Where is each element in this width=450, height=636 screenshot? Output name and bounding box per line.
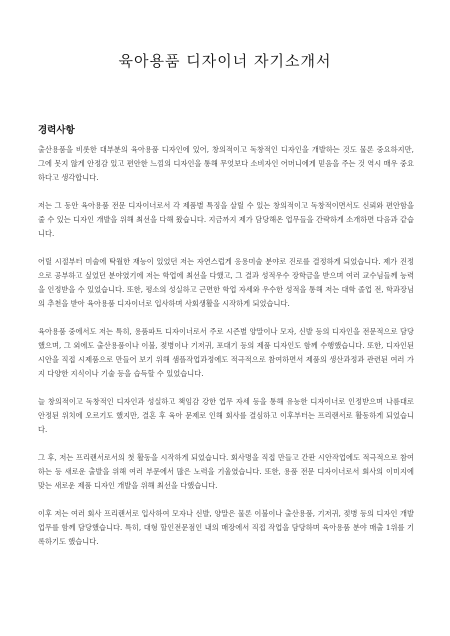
paragraph: 출산용품을 비롯한 대부분의 육아용품 디자인에 있어, 창의적이고 독창적인 디자인을 개발하는 것도 물론 중요하지만, 그에 못지 않게 안정감 있고 편안한 느낌의 디자인을 통해 무엇보다 소비자인 어머니에게 믿음을 주는 것 역시 매우 중요하다고 생각합니다. <box>38 145 414 182</box>
document-title: 육아용품 디자이너 자기소개서 <box>118 52 332 70</box>
paragraph: 이후 저는 여러 회사 프리랜서로 입사하여 모자나 신발, 양말은 물론 이불이나 출산용품, 기저귀, 젖병 등의 디자인 개발 업무를 함께 담당했습니다. 특히, 대형 할인전문점인 내의 매장에서 직접 작업을 담당하며 육아용품 분야 매출 1위를 기록하기도 했습니다. <box>38 509 414 546</box>
paragraph: 육아용품 중에서도 저는 특히, 용품파트 디자이너로서 주로 시즌별 양말이나 모자, 신발 등의 디자인을 전문적으로 담당했으며, 그 외에도 출산용품이나 이불, 젖병이나 기저귀, 포대기 등의 제품 디자인도 함께 수행했습니다. 또한, 디자인된 시안을 직접 시제품으로 만들어 보기 위해 샘플작업과정에도 적극적으로 참여하면서 제품의 생산과정과 관련된 여러 가지 다양한 지식이나 기술 등을 습득할 수 있었습니다. <box>38 327 414 378</box>
paragraph: 저는 그 동안 육아용품 전문 디자이너로서 각 제품별 특징을 살릴 수 있는 창의적이고 독창적이면서도 신뢰와 편안함을 줄 수 있는 디자인 개발을 위해 최선을 다해 왔습니다. 지금까지 제가 담당해온 업무들을 간략하게 소개하면 다음과 같습니다. <box>38 201 414 238</box>
paragraph: 늘 창의적이고 독창적인 디자인과 성실하고 책임감 강한 업무 자세 등을 통해 유능한 디자이너로 인정받으며 나름대로 안정된 위치에 오르기도 했지만, 결혼 후 육아 문제로 인해 회사를 결심하고 이후부터는 프리랜서로 활동하게 되었습니다. <box>38 397 414 434</box>
document-body <box>38 143 414 563</box>
paragraph: 그 후, 저는 프리랜서로서의 첫 활동을 시작하게 되었습니다. 회사명을 직접 만들고 간판 시안작업에도 적극적으로 참여하는 등 새로운 출발을 위해 여러 부문에서 많은 노력을 기울였습니다. 또한, 용품 전문 디자이너로서 회사의 이미지에 맞는 새로운 제품 디자인 개발을 위해 최선을 다했습니다. <box>38 453 414 490</box>
paragraph: 어릴 시절부터 미술에 탁월한 재능이 있었던 저는 자연스럽게 응용미술 분야로 진로를 결정하게 되었습니다. 제가 진정으로 공부하고 싶었던 분야였기에 저는 학업에 최선을 다했고, 그 결과 성적우수 장학금을 받으며 여러 교수님들께 능력을 인정받을 수 있었습니다. 또한, 평소의 성실하고 근면한 학업 자세와 우수한 성적을 통해 저는 대학 졸업 전, 학과장님의 추천을 받아 육아용품 디자이너로 입사하며 사회생활을 시작하게 되었습니다. <box>38 257 414 308</box>
section-heading: 경력사항 <box>38 125 75 136</box>
